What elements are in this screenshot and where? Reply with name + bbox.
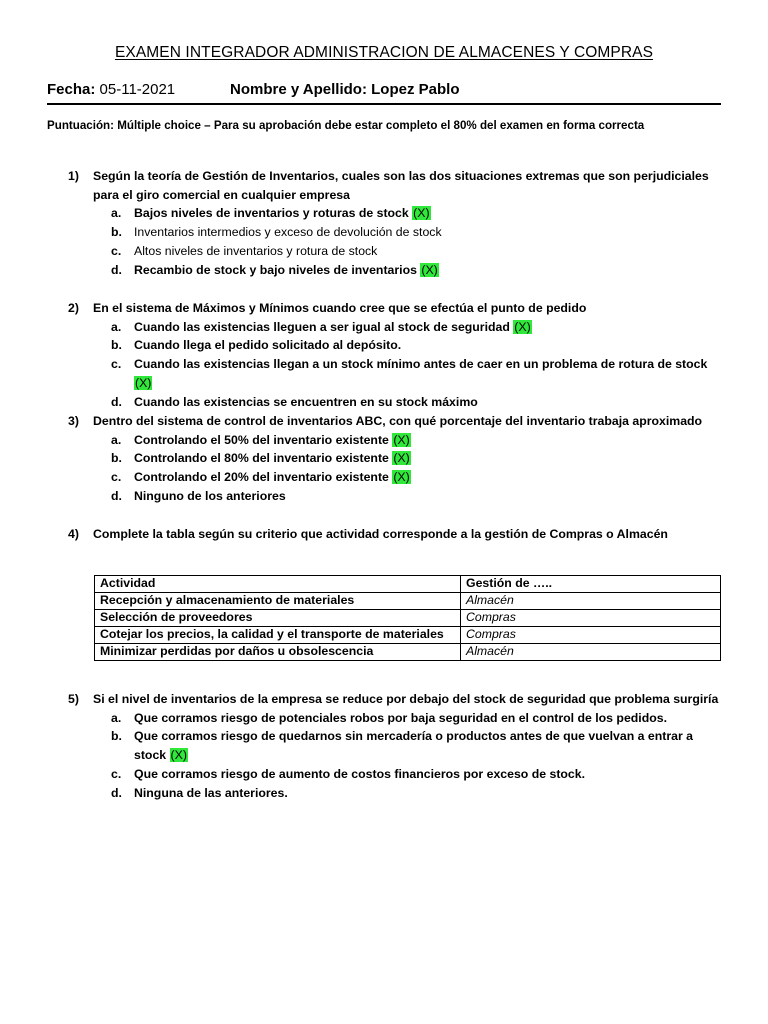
question-number: 1) (68, 169, 79, 183)
table-header-gestion: Gestión de ….. (461, 576, 721, 593)
option-letter: b. (111, 338, 122, 353)
question-number: 5) (68, 692, 79, 706)
option-item (68, 709, 728, 728)
student-header (47, 81, 721, 105)
question-text: Dentro del sistema de control de inventarios ABC, con qué porcentaje del inventario trabaja aproximado (93, 414, 703, 428)
option-letter: c. (111, 357, 122, 372)
option-item (68, 449, 728, 468)
table-cell-gestion: Almacén (461, 593, 721, 610)
option-letter: b. (111, 225, 122, 240)
option-item (68, 765, 728, 784)
option-item (68, 223, 728, 242)
table-cell-actividad: Cotejar los precios, la calidad y el transporte de materiales (95, 627, 461, 644)
option-item (68, 336, 728, 355)
option-text: Controlando el 50% del inventario existente (134, 432, 389, 447)
option-item (68, 242, 728, 261)
question-2 (68, 299, 728, 411)
option-item (68, 261, 728, 280)
option-letter: b. (111, 451, 122, 466)
option-letter: a. (111, 432, 122, 447)
activity-table (94, 575, 721, 661)
table-cell-actividad: Selección de proveedores (95, 610, 461, 627)
option-text: Inventarios intermedios y exceso de devolución de stock (134, 225, 442, 240)
question-text: Si el nivel de inventarios de la empresa se reduce por debajo del stock de seguridad que problema surgiría (93, 692, 719, 706)
option-text: Cuando las existencias llegan a un stock mínimo antes de caer en un problema de rotura de stock (134, 357, 708, 372)
table-header-actividad: Actividad (95, 576, 461, 593)
option-letter: d. (111, 488, 122, 503)
option-item (68, 468, 728, 487)
answer-mark: (X) (393, 451, 410, 466)
option-item (68, 393, 728, 412)
answer-mark: (X) (170, 748, 187, 763)
option-item (68, 431, 728, 450)
option-text: Que corramos riesgo de aumento de costos financieros por exceso de stock. (134, 766, 586, 781)
option-letter: d. (111, 262, 122, 277)
option-letter: d. (111, 785, 122, 800)
option-text: Cuando llega el pedido solicitado al depósito. (134, 338, 402, 353)
question-number: 3) (68, 414, 79, 428)
option-letter: c. (111, 243, 122, 258)
option-letter: a. (111, 319, 122, 334)
option-list (68, 204, 728, 279)
question-text: Complete la tabla según su criterio que actividad corresponde a la gestión de Compras o Almacén (93, 527, 668, 541)
option-text: Ninguna de las anteriores. (134, 785, 288, 800)
option-letter: d. (111, 394, 122, 409)
nombre-block (230, 81, 459, 98)
table-row (95, 593, 721, 610)
option-item (68, 355, 728, 392)
question-5 (68, 690, 728, 802)
exam-title (0, 44, 768, 62)
answer-mark: (X) (421, 262, 438, 277)
option-item (68, 487, 728, 506)
table-row (95, 627, 721, 644)
answer-mark: (X) (135, 375, 152, 390)
option-text: Cuando las existencias lleguen a ser igual al stock de seguridad (134, 319, 510, 334)
exam-title-text: EXAMEN INTEGRADOR ADMINISTRACION DE ALMACENES Y COMPRAS (114, 44, 654, 61)
option-item (68, 204, 728, 223)
table-cell-gestion: Almacén (461, 644, 721, 661)
answer-mark: (X) (393, 432, 410, 447)
option-text: Bajos niveles de inventarios y roturas de stock (134, 206, 409, 221)
table-header-row (95, 576, 721, 593)
answer-mark: (X) (413, 206, 430, 221)
option-letter: b. (111, 729, 122, 744)
table-row (95, 610, 721, 627)
option-text: Que corramos riesgo de potenciales robos por baja seguridad en el control de los pedidos. (134, 710, 667, 725)
option-list (68, 318, 728, 412)
question-number: 2) (68, 301, 79, 315)
option-text: Altos niveles de inventarios y rotura de stock (134, 243, 378, 258)
fecha-value: 05-11-2021 (99, 81, 176, 98)
option-text: Ninguno de los anteriores (134, 488, 286, 503)
option-letter: a. (111, 710, 122, 725)
question-1 (68, 167, 728, 279)
question-number: 4) (68, 527, 79, 541)
option-text: Que corramos riesgo de quedarnos sin mercadería o productos antes de que vuelvan a entrar a stock (134, 729, 694, 763)
option-text: Controlando el 20% del inventario existente (134, 470, 389, 485)
table-row (95, 644, 721, 661)
answer-mark: (X) (393, 470, 410, 485)
option-item (68, 727, 728, 764)
option-letter: c. (111, 470, 122, 485)
option-list (68, 431, 728, 506)
table-cell-gestion: Compras (461, 627, 721, 644)
question-3 (68, 412, 728, 506)
option-text: Recambio de stock y bajo niveles de inventarios (134, 262, 417, 277)
question-text: En el sistema de Máximos y Mínimos cuando cree que se efectúa el punto de pedido (93, 301, 587, 315)
option-list (68, 709, 728, 803)
option-text: Controlando el 80% del inventario existente (134, 451, 389, 466)
table-cell-actividad: Recepción y almacenamiento de materiales (95, 593, 461, 610)
nombre-value: Lopez Pablo (371, 81, 460, 98)
option-item (68, 784, 728, 803)
fecha-label: Fecha: (47, 81, 96, 98)
puntuacion-note: Puntuación: Múltiple choice – Para su aprobación debe estar completo el 80% del examen en forma correcta (47, 119, 645, 132)
option-item (68, 318, 728, 337)
option-text: Cuando las existencias se encuentren en su stock máximo (134, 394, 478, 409)
question-text: Según la teoría de Gestión de Inventarios, cuales son las dos situaciones extremas que son perjudiciales para el giro comercial en cualquier empresa (93, 169, 709, 202)
option-letter: c. (111, 766, 122, 781)
table-cell-actividad: Minimizar perdidas por daños u obsolescencia (95, 644, 461, 661)
option-letter: a. (111, 206, 122, 221)
question-4 (68, 525, 728, 544)
nombre-label: Nombre y Apellido: (230, 81, 367, 98)
answer-mark: (X) (514, 319, 531, 334)
table-cell-gestion: Compras (461, 610, 721, 627)
